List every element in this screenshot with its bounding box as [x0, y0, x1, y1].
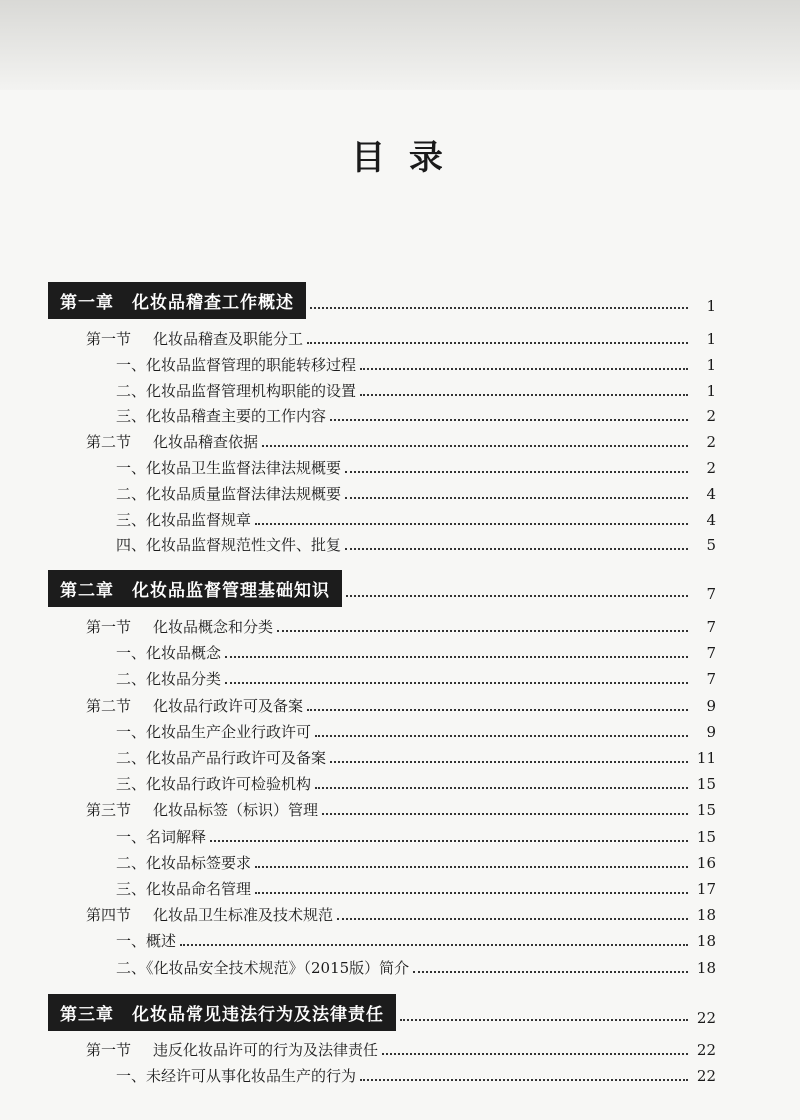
section-number: 第二节 — [86, 696, 132, 715]
toc-section-row[interactable] — [86, 613, 716, 637]
dot-leader — [225, 682, 688, 684]
chapter-heading[interactable] — [48, 570, 716, 606]
toc-subsection-row[interactable] — [116, 665, 716, 689]
dot-leader — [337, 918, 688, 920]
page-number: 4 — [706, 484, 716, 503]
page-number: 18 — [696, 932, 716, 951]
chapter-heading[interactable] — [48, 994, 716, 1030]
toc-section-row[interactable] — [86, 325, 716, 349]
section-number: 第一节 — [86, 618, 132, 636]
toc-subsection-row[interactable] — [116, 770, 716, 794]
toc-entry-label: 二、化妆品质量监督法律法规概要 — [116, 484, 342, 503]
page-number: 2 — [706, 459, 716, 477]
toc-entry-label: 违反化妆品许可的行为及法律责任 — [153, 1041, 379, 1059]
toc-entry-label: 三、化妆品监督规章 — [116, 510, 252, 529]
toc-entry-label: 化妆品行政许可及备案 — [153, 696, 304, 715]
toc-subsection-row[interactable] — [116, 454, 716, 478]
page-number: 5 — [706, 536, 716, 555]
toc-subsection-row[interactable] — [116, 531, 716, 555]
page-number: 7 — [706, 618, 716, 636]
page-number: 18 — [696, 958, 716, 977]
dot-leader — [330, 761, 688, 763]
dot-leader — [382, 1053, 688, 1055]
toc-entry-label: 化妆品稽查及职能分工 — [153, 330, 304, 348]
page-number: 1 — [706, 355, 716, 374]
section-number: 第一节 — [86, 1041, 132, 1059]
toc-subsection-row[interactable] — [116, 849, 716, 873]
toc-entry-label: 二、化妆品产品行政许可及备案 — [116, 749, 327, 767]
page-number: 2 — [706, 407, 716, 426]
chapter-title: 第一章 化妆品稽查工作概述 — [48, 282, 306, 319]
section-number: 第三节 — [86, 801, 132, 820]
toc-entry-label: 一、化妆品监督管理的职能转移过程 — [116, 355, 357, 374]
toc-subsection-row[interactable] — [116, 506, 716, 530]
dot-leader — [315, 787, 688, 789]
toc-subsection-row[interactable] — [116, 402, 716, 426]
dot-leader — [345, 548, 688, 550]
toc-entry-label: 二、化妆品分类 — [116, 670, 222, 689]
page-number: 22 — [696, 1067, 716, 1085]
toc-subsection-row[interactable] — [116, 823, 716, 847]
toc-entry-label: 三、化妆品行政许可检验机构 — [116, 775, 312, 794]
dot-leader — [315, 735, 688, 737]
section-number: 第四节 — [86, 906, 132, 925]
toc-entry-label: 化妆品概念和分类 — [153, 618, 274, 636]
dot-leader — [322, 813, 688, 815]
toc-section-row[interactable] — [86, 796, 716, 820]
dot-leader — [307, 342, 688, 344]
dot-leader — [345, 471, 688, 473]
toc-entry-label: 化妆品卫生标准及技术规范 — [153, 906, 334, 925]
page-number: 15 — [696, 801, 716, 820]
toc-subsection-row[interactable] — [116, 480, 716, 504]
page-number: 22 — [696, 1009, 716, 1027]
dot-leader — [360, 394, 688, 396]
toc-entry-label: 一、化妆品概念 — [116, 644, 222, 663]
dot-leader — [413, 971, 688, 973]
page-number: 4 — [706, 510, 716, 529]
page-number: 2 — [706, 433, 716, 452]
dot-leader — [255, 892, 688, 894]
toc-section-row[interactable] — [86, 428, 716, 452]
dot-leader — [307, 709, 688, 711]
toc-entry-label: 一、名词解释 — [116, 827, 207, 846]
section-number: 第一节 — [86, 330, 132, 348]
dot-leader — [346, 595, 688, 597]
toc-entry-label: 化妆品标签（标识）管理 — [153, 801, 319, 820]
page-number: 18 — [696, 906, 716, 925]
page-number: 16 — [696, 853, 716, 872]
page-number: 7 — [706, 585, 716, 603]
page-number: 7 — [706, 644, 716, 663]
toc-entry-label: 一、概述 — [116, 932, 177, 951]
toc-subsection-row[interactable] — [116, 351, 716, 375]
toc-entry-label: 二、《化妆品安全技术规范》（2015版）简介 — [116, 958, 410, 977]
dot-leader — [255, 523, 688, 525]
dot-leader — [400, 1019, 688, 1021]
dot-leader — [262, 445, 688, 447]
toc-subsection-row[interactable] — [116, 954, 716, 978]
dot-leader — [180, 944, 688, 946]
toc-entry-label: 一、化妆品生产企业行政许可 — [116, 722, 312, 741]
toc-subsection-row[interactable] — [116, 1062, 716, 1086]
chapter-title: 第二章 化妆品监督管理基础知识 — [48, 570, 342, 607]
dot-leader — [210, 840, 688, 842]
page-number: 15 — [696, 827, 716, 846]
toc-entry-label: 三、化妆品命名管理 — [116, 880, 252, 898]
toc-subsection-row[interactable] — [116, 639, 716, 663]
toc-entry-label: 一、未经许可从事化妆品生产的行为 — [116, 1067, 357, 1085]
page-number: 22 — [696, 1041, 716, 1059]
dot-leader — [310, 307, 688, 309]
chapter-title: 第三章 化妆品常见违法行为及法律责任 — [48, 994, 396, 1031]
page-number: 11 — [696, 749, 716, 767]
toc-subsection-row[interactable] — [116, 927, 716, 951]
dot-leader — [330, 419, 688, 421]
dot-leader — [277, 630, 688, 632]
toc-entry-label: 三、化妆品稽查主要的工作内容 — [116, 407, 327, 426]
page-number: 1 — [706, 381, 716, 400]
dot-leader — [225, 656, 688, 658]
chapter-heading[interactable] — [48, 282, 716, 318]
toc-section-row[interactable] — [86, 901, 716, 925]
toc-entry-label: 四、化妆品监督规范性文件、批复 — [116, 536, 342, 555]
dot-leader — [360, 1079, 688, 1081]
toc-entry-label: 二、化妆品监督管理机构职能的设置 — [116, 381, 357, 400]
toc-subsection-row[interactable] — [116, 718, 716, 742]
page-number: 1 — [706, 330, 716, 348]
dot-leader — [360, 368, 688, 370]
page-number: 1 — [706, 297, 716, 315]
dot-leader — [345, 497, 688, 499]
page-title: 目 录 — [351, 138, 449, 178]
page-number: 9 — [706, 722, 716, 741]
toc-section-row[interactable] — [86, 1036, 716, 1060]
toc-subsection-row[interactable] — [116, 744, 716, 768]
toc-subsection-row[interactable] — [116, 875, 716, 899]
toc-entry-label: 一、化妆品卫生监督法律法规概要 — [116, 459, 342, 477]
page-number: 9 — [706, 696, 716, 715]
toc-entry-label: 二、化妆品标签要求 — [116, 853, 252, 872]
toc-entry-label: 化妆品稽查依据 — [153, 433, 259, 452]
page-number: 15 — [696, 775, 716, 794]
toc-subsection-row[interactable] — [116, 377, 716, 401]
page-number: 17 — [696, 880, 716, 898]
dot-leader — [255, 866, 688, 868]
section-number: 第二节 — [86, 433, 132, 452]
page-number: 7 — [706, 670, 716, 689]
toc-section-row[interactable] — [86, 692, 716, 716]
